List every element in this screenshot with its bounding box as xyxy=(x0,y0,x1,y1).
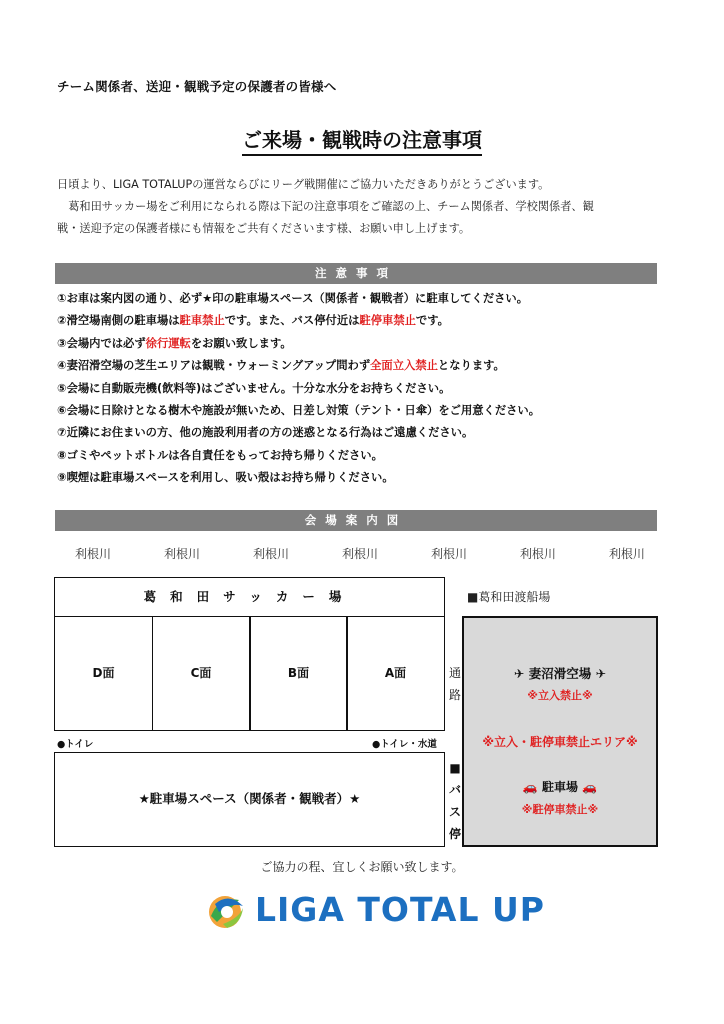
airfield-label: ✈ 妻沼滑空場 ✈ xyxy=(513,666,607,681)
greeting: チーム関係者、送迎・観戦予定の保護者の皆様へ xyxy=(57,79,337,94)
notice-text: をお願い致します。 xyxy=(190,336,292,350)
notice-highlight: 駐車禁止 xyxy=(179,314,225,328)
notice-text: ①お車は案内図の通り、必ず★印の駐車場スペース（関係者・観戦者）に駐車してください。 xyxy=(57,292,529,305)
court-a: A面 xyxy=(346,616,445,731)
notices-header: 注意事項 xyxy=(55,263,657,284)
notice-item xyxy=(57,334,667,356)
notices-list xyxy=(57,289,667,491)
airfield-note: ※立入禁止※ xyxy=(527,689,593,702)
car-parking-label: 🚗 駐車場 🚗 xyxy=(522,780,598,794)
parking-space: ★駐車場スペース（関係者・観戦者）★ xyxy=(54,752,445,847)
car-parking-note: ※駐停車禁止※ xyxy=(521,803,599,816)
river-label: 利根川 xyxy=(430,547,467,561)
passage-label: 通 路 xyxy=(448,666,461,702)
toilet-water-right: ●トイレ・水道 xyxy=(372,739,437,750)
notice-text: ⑤会場に自動販売機(飲料等)はございません。十分な水分をお持ちください。 xyxy=(57,381,451,395)
notice-item xyxy=(57,401,667,423)
notice-highlight: 駐停車禁止 xyxy=(359,314,416,328)
notice-item xyxy=(57,423,667,445)
notice-highlight: 全面立入禁止 xyxy=(370,359,438,373)
notice-item xyxy=(57,468,667,490)
notice-text: ⑦近隣にお住まいの方、他の施設利用者の方の迷惑となる行為はご遠慮ください。 xyxy=(57,426,474,440)
notice-item xyxy=(57,446,667,468)
court-c: C面 xyxy=(152,616,251,731)
intro-line: 日頃より、LIGA TOTALUPの運営ならびにリーグ戦開催にご協力いただきありがとうございます。 xyxy=(57,178,550,191)
river-label: 利根川 xyxy=(341,547,378,561)
zone-warning: ※立入・駐停車禁止エリア※ xyxy=(482,735,638,749)
river-label: 利根川 xyxy=(519,547,556,561)
notice-text: となります。 xyxy=(437,359,505,373)
notice-text: ⑧ゴミやペットボトルは各自責任をもってお持ち帰りください。 xyxy=(57,448,383,462)
notice-text: ⑨喫煙は駐車場スペースを利用し、吸い殻はお持ち帰りください。 xyxy=(57,471,394,485)
ferry-label: ■葛和田渡船場 xyxy=(467,590,551,604)
notice-text: ④妻沼滑空場の芝生エリアは観戦・ウォーミングアップ問わず xyxy=(57,359,371,373)
intro-line: 戦・送迎予定の保護者様にも情報をご共有くださいます様、お願い申し上げます。 xyxy=(57,222,471,235)
court-d: D面 xyxy=(54,616,153,731)
intro-line: 葛和田サッカー場をご利用になられる際は下記の注意事項をご確認の上、チーム関係者、学校関係者、観 xyxy=(57,200,594,213)
river-labels xyxy=(75,545,645,562)
page-title: ご来場・観戦時の注意事項 xyxy=(0,124,724,153)
bus-stop-label: ■ バ ス 停 xyxy=(448,761,461,841)
toilet-left: ●トイレ xyxy=(57,739,94,750)
river-label: 利根川 xyxy=(75,547,112,561)
notice-text: ②滑空場南側の駐車場は xyxy=(57,314,180,328)
notice-text: ③会場内では必ず xyxy=(57,336,146,350)
intro-text xyxy=(57,174,667,240)
notice-item xyxy=(57,289,667,311)
closing-text: ご協力の程、宜しくお願い致します。 xyxy=(260,860,464,874)
river-label: 利根川 xyxy=(163,547,200,561)
river-label: 利根川 xyxy=(252,547,289,561)
notice-text: です。 xyxy=(415,314,449,328)
notice-highlight: 徐行運転 xyxy=(145,336,191,350)
notice-text: です。また、バス停付近は xyxy=(224,314,360,328)
notice-item xyxy=(57,379,667,401)
logo-text: LIGA TOTAL UP xyxy=(255,890,545,929)
map-header: 会場案内図 xyxy=(55,510,657,531)
notice-text: ⑥会場に日除けとなる樹木や施設が無いため、日差し対策（テント・日傘）をご用意ください。 xyxy=(57,403,541,417)
river-label: 利根川 xyxy=(608,547,645,561)
notice-item xyxy=(57,356,667,378)
liga-total-up-logo xyxy=(205,886,545,934)
court-b: B面 xyxy=(249,616,348,731)
notice-item xyxy=(57,311,667,333)
soccer-field-name: 葛和田サッカー場 xyxy=(54,577,445,617)
